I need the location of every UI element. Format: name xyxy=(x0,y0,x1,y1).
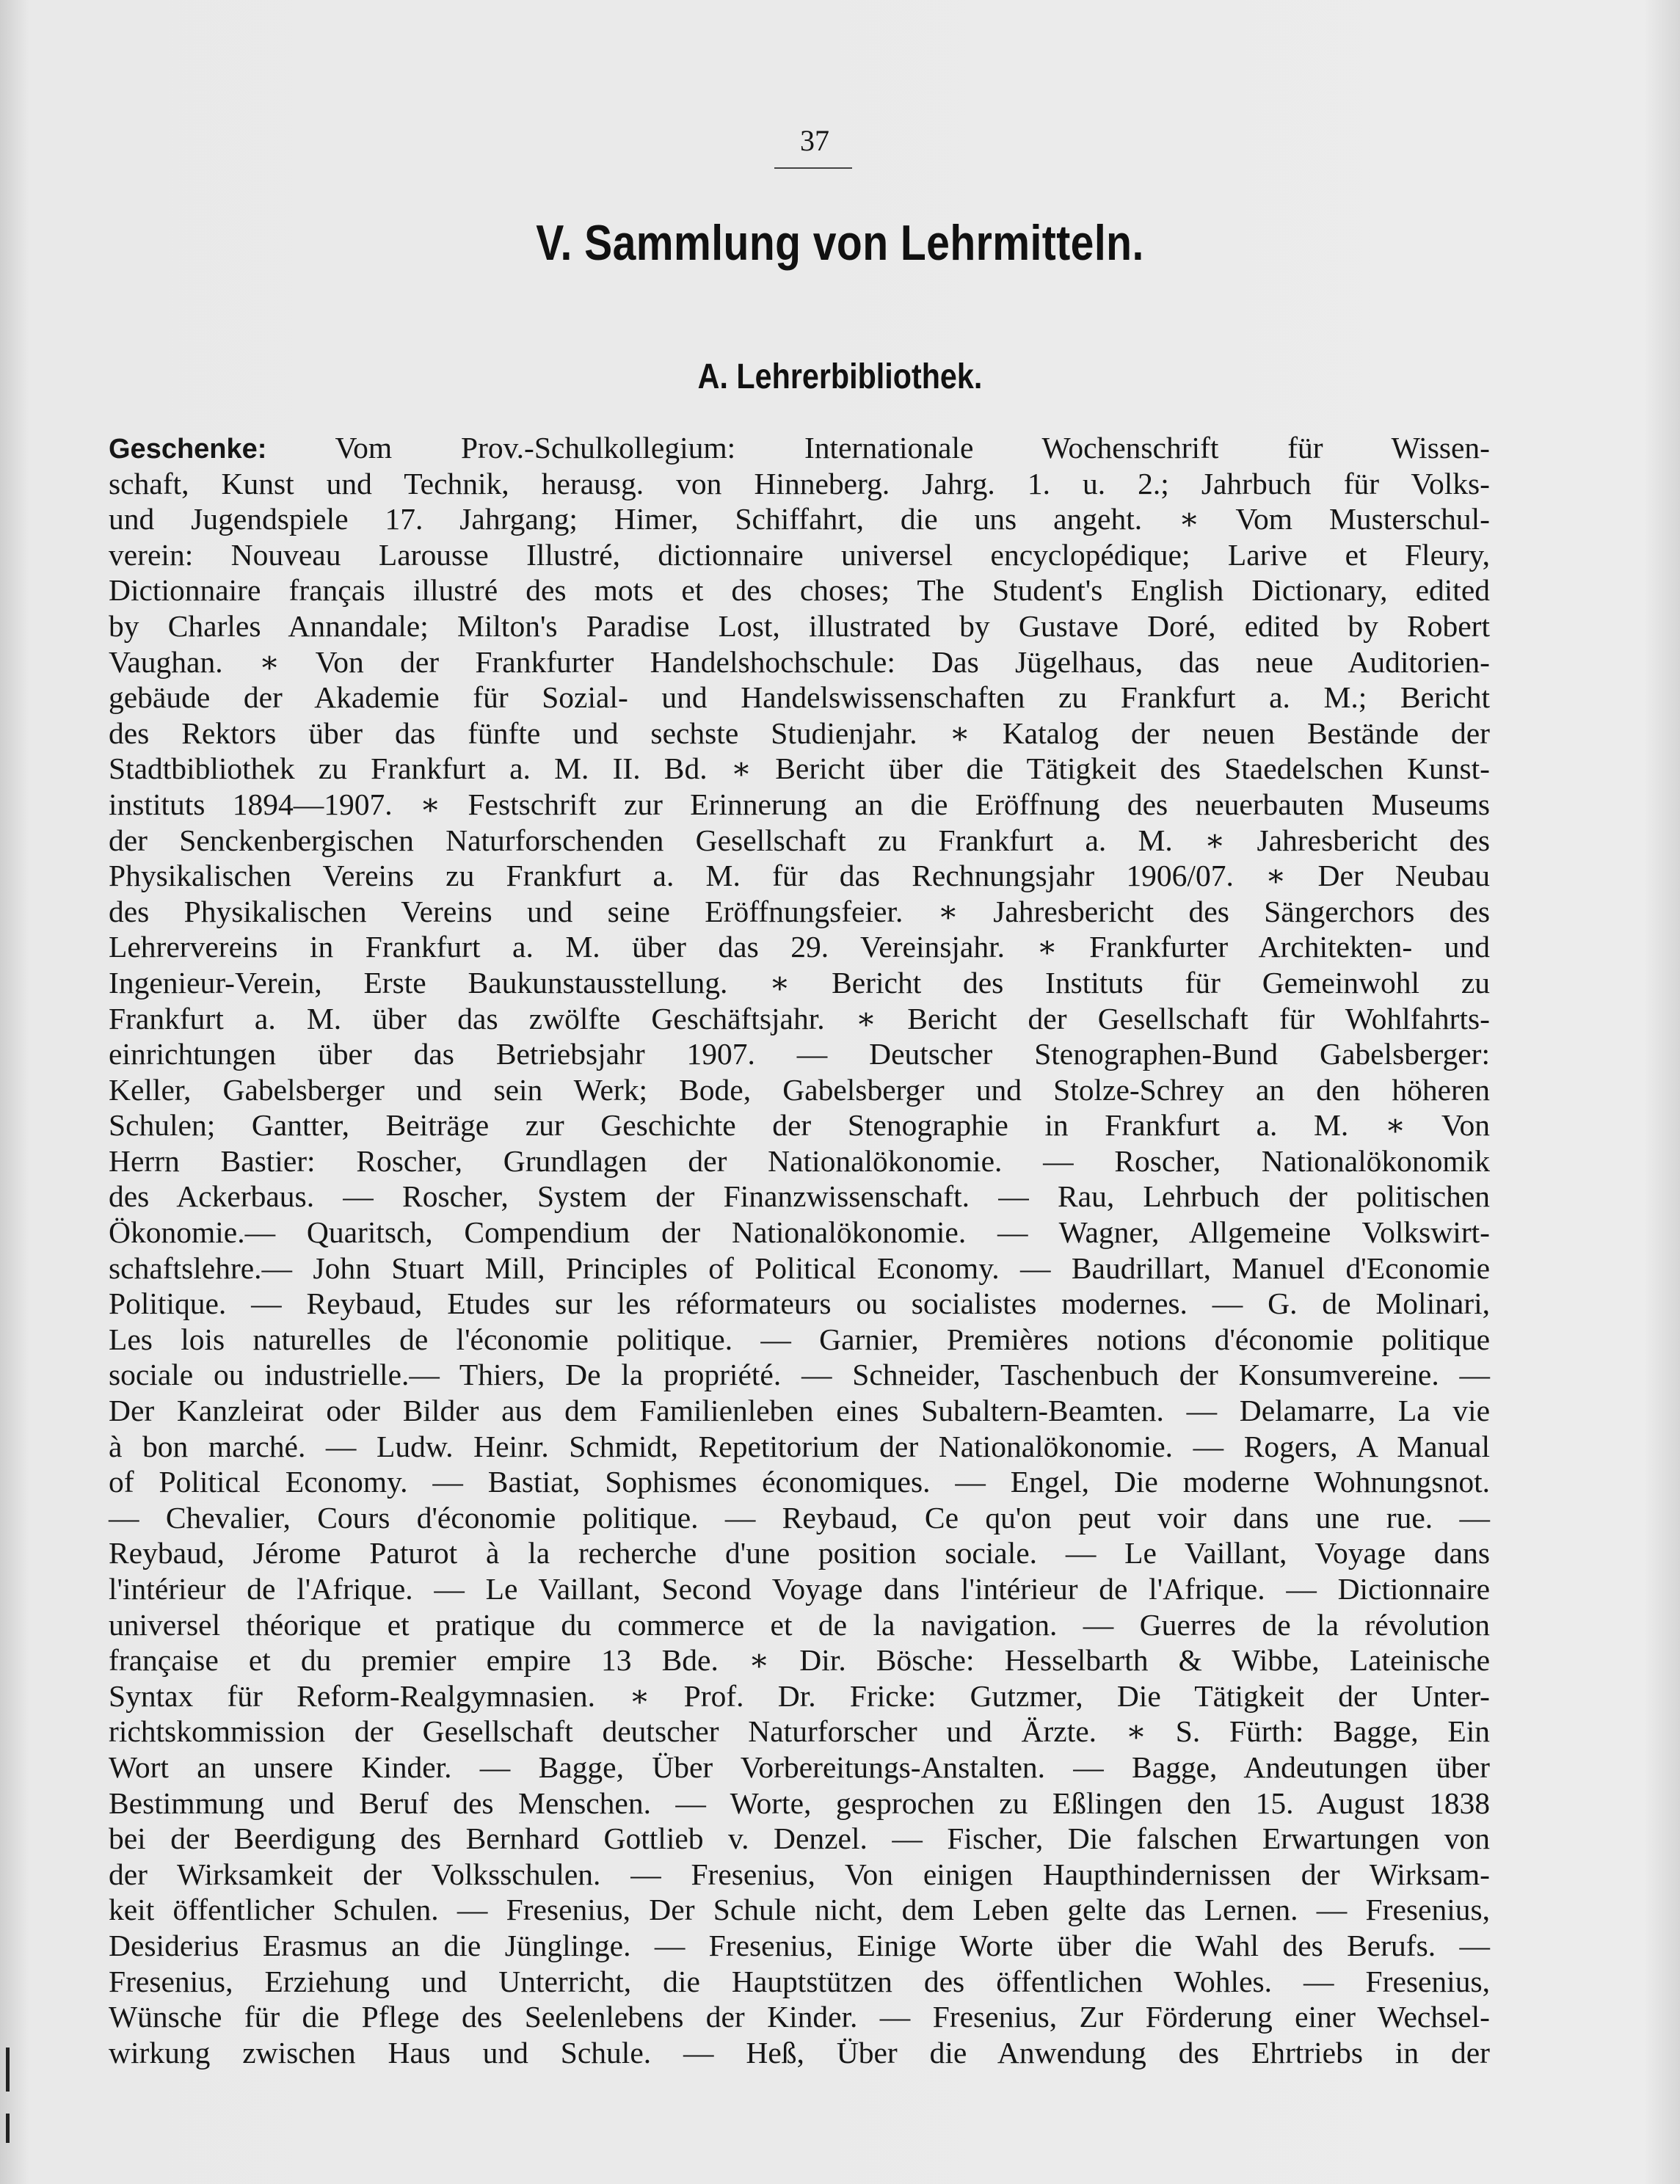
page-number: 37 xyxy=(800,124,829,157)
text-line: Politique. — Reybaud, Etudes sur les réformateurs ou socialistes modernes. — G. de Molinari, xyxy=(109,1286,1490,1321)
text-line: Lehrervereins in Frankfurt a. M. über das 29. Vereinsjahr. ∗ Frankfurter Architekten- und xyxy=(109,930,1490,964)
text-line: gebäude der Akademie für Sozial- und Handelswissenschaften zu Frankfurt a. M.; Bericht xyxy=(109,680,1490,715)
text-line: Der Kanzleirat oder Bilder aus dem Familienleben eines Subaltern-Beamten. — Delamarre, La vie xyxy=(109,1394,1490,1428)
text-line: Stadtbibliothek zu Frankfurt a. M. II. Bd. ∗ Bericht über die Tätigkeit des Staedelschen Kunst- xyxy=(109,751,1490,786)
text-line: à bon marché. — Ludw. Heinr. Schmidt, Repetitorium der Nationalökonomie. — Rogers, A Manual xyxy=(109,1429,1490,1463)
text-line: der Senckenbergischen Naturforschenden Gesellschaft zu Frankfurt a. M. ∗ Jahresbericht des xyxy=(109,823,1490,857)
text-line-1-content: Vom Prov.-Schulkollegium: Internationale Wochenschrift für Wissen- xyxy=(335,431,1490,465)
text-line: by Charles Annandale; Milton's Paradise Lost, illustrated by Gustave Doré, edited by Robert xyxy=(109,608,1490,643)
body-paragraph xyxy=(109,430,1490,2106)
text-line: Wort an unsere Kinder. — Bagge, Über Vorbereitungs-Anstalten. — Bagge, Andeutungen über xyxy=(109,1750,1490,1784)
text-line: verein: Nouveau Larousse Illustré, dictionnaire universel encyclopédique; Larive et Fleury, xyxy=(109,537,1490,572)
text-line: sociale ou industrielle.— Thiers, De la propriété. — Schneider, Taschenbuch der Konsumvereine. — xyxy=(109,1358,1490,1392)
lead-label: Geschenke: xyxy=(109,434,267,465)
section-title: V. Sammlung von Lehrmitteln. xyxy=(536,215,1144,271)
scan-edge-mark xyxy=(6,2114,10,2143)
text-line: Herrn Bastier: Roscher, Grundlagen der Nationalökonomie. — Roscher, Nationalökonomik xyxy=(109,1143,1490,1178)
text-line: wirkung zwischen Haus und Schule. — Heß, Über die Anwendung des Ehrtriebs in der xyxy=(109,2035,1490,2070)
text-line: der Wirksamkeit der Volksschulen. — Fresenius, Von einigen Haupthindernissen der Wirksam- xyxy=(109,1857,1490,1891)
text-line-1 xyxy=(109,430,1490,466)
text-line: universel théorique et pratique du commerce et de la navigation. — Guerres de la révolution xyxy=(109,1607,1490,1642)
text-line: Ökonomie.— Quaritsch, Compendium der Nationalökonomie. — Wagner, Allgemeine Volkswirt- xyxy=(109,1215,1490,1250)
text-line: Bestimmung und Beruf des Menschen. — Worte, gesprochen zu Eßlingen den 15. August 1838 xyxy=(109,1786,1490,1820)
text-line: Les lois naturelles de l'économie politique. — Garnier, Premières notions d'économie politique xyxy=(109,1322,1490,1356)
text-line: Dictionnaire français illustré des mots et des choses; The Student's English Dictionary, edited xyxy=(109,573,1490,608)
subsection-title: A. Lehrerbibliothek. xyxy=(697,357,983,396)
text-line: richtskommission der Gesellschaft deutscher Naturforscher und Ärzte. ∗ S. Fürth: Bagge, Ein xyxy=(109,1714,1490,1749)
text-line: l'intérieur de l'Afrique. — Le Vaillant, Second Voyage dans l'intérieur de l'Afrique. — Dictionnaire xyxy=(109,1572,1490,1606)
text-line: Reybaud, Jérome Paturot à la recherche d'une position sociale. — Le Vaillant, Voyage dans xyxy=(109,1536,1490,1570)
text-line: Desiderius Erasmus an die Jünglinge. — Fresenius, Einige Worte über die Wahl des Berufs. — xyxy=(109,1928,1490,1962)
text-line: Ingenieur-Verein, Erste Baukunstausstellung. ∗ Bericht des Instituts für Gemeinwohl zu xyxy=(109,965,1490,1000)
text-line: instituts 1894—1907. ∗ Festschrift zur Erinnerung an die Eröffnung des neuerbauten Museums xyxy=(109,787,1490,821)
text-line: bei der Beerdigung des Bernhard Gottlieb v. Denzel. — Fischer, Die falschen Erwartungen von xyxy=(109,1821,1490,1856)
text-line: Wünsche für die Pflege des Seelenlebens der Kinder. — Fresenius, Zur Förderung einer Wechsel- xyxy=(109,2000,1490,2034)
text-line: des Physikalischen Vereins und seine Eröffnungsfeier. ∗ Jahresbericht des Sängerchors des xyxy=(109,894,1490,928)
text-line: keit öffentlicher Schulen. — Fresenius, Der Schule nicht, dem Leben gelte das Lernen. — Fresenius, xyxy=(109,1893,1490,1927)
text-line xyxy=(109,2070,1490,2106)
text-line: — Chevalier, Cours d'économie politique. — Reybaud, Ce qu'on peut voir dans une rue. — xyxy=(109,1500,1490,1535)
text-line: Fresenius, Erziehung und Unterricht, die Hauptstützen des öffentlichen Wohles. — Fresenius, xyxy=(109,1964,1490,1998)
text-line: Keller, Gabelsberger und sein Werk; Bode, Gabelsberger und Stolze-Schrey an den höheren xyxy=(109,1072,1490,1107)
text-line: Physikalischen Vereins zu Frankfurt a. M. für das Rechnungsjahr 1906/07. ∗ Der Neubau xyxy=(109,859,1490,893)
text-line: of Political Economy. — Bastiat, Sophismes économiques. — Engel, Die moderne Wohnungsnot. xyxy=(109,1465,1490,1499)
text-line: Vaughan. ∗ Von der Frankfurter Handelshochschule: Das Jügelhaus, das neue Auditorien- xyxy=(109,644,1490,679)
scan-edge-mark xyxy=(6,2048,10,2092)
text-line: des Rektors über das fünfte und sechste Studienjahr. ∗ Katalog der neuen Bestände der xyxy=(109,716,1490,750)
text-line: schaftslehre.— John Stuart Mill, Principles of Political Economy. — Baudrillart, Manuel d'Economie xyxy=(109,1251,1490,1285)
text-line: schaft, Kunst und Technik, herausg. von Hinneberg. Jahrg. 1. u. 2.; Jahrbuch für Volks- xyxy=(109,466,1490,500)
text-line: Schulen; Gantter, Beiträge zur Geschichte der Stenographie in Frankfurt a. M. ∗ Von xyxy=(109,1108,1490,1143)
text-line: Syntax für Reform-Realgymnasien. ∗ Prof. Dr. Fricke: Gutzmer, Die Tätigkeit der Unter- xyxy=(109,1678,1490,1713)
text-line: française et du premier empire 13 Bde. ∗ Dir. Bösche: Hesselbarth & Wibbe, Lateinische xyxy=(109,1643,1490,1678)
text-line: einrichtungen über das Betriebsjahr 1907. — Deutscher Stenographen-Bund Gabelsberger: xyxy=(109,1037,1490,1071)
text-line: Frankfurt a. M. über das zwölfte Geschäftsjahr. ∗ Bericht der Gesellschaft für Wohlfahrts- xyxy=(109,1001,1490,1035)
text-line: des Ackerbaus. — Roscher, System der Finanzwissenschaft. — Rau, Lehrbuch der politischen xyxy=(109,1179,1490,1214)
text-line: und Jugendspiele 17. Jahrgang; Himer, Schiffahrt, die uns angeht. ∗ Vom Musterschul- xyxy=(109,502,1490,536)
page-number-rule xyxy=(774,167,852,169)
